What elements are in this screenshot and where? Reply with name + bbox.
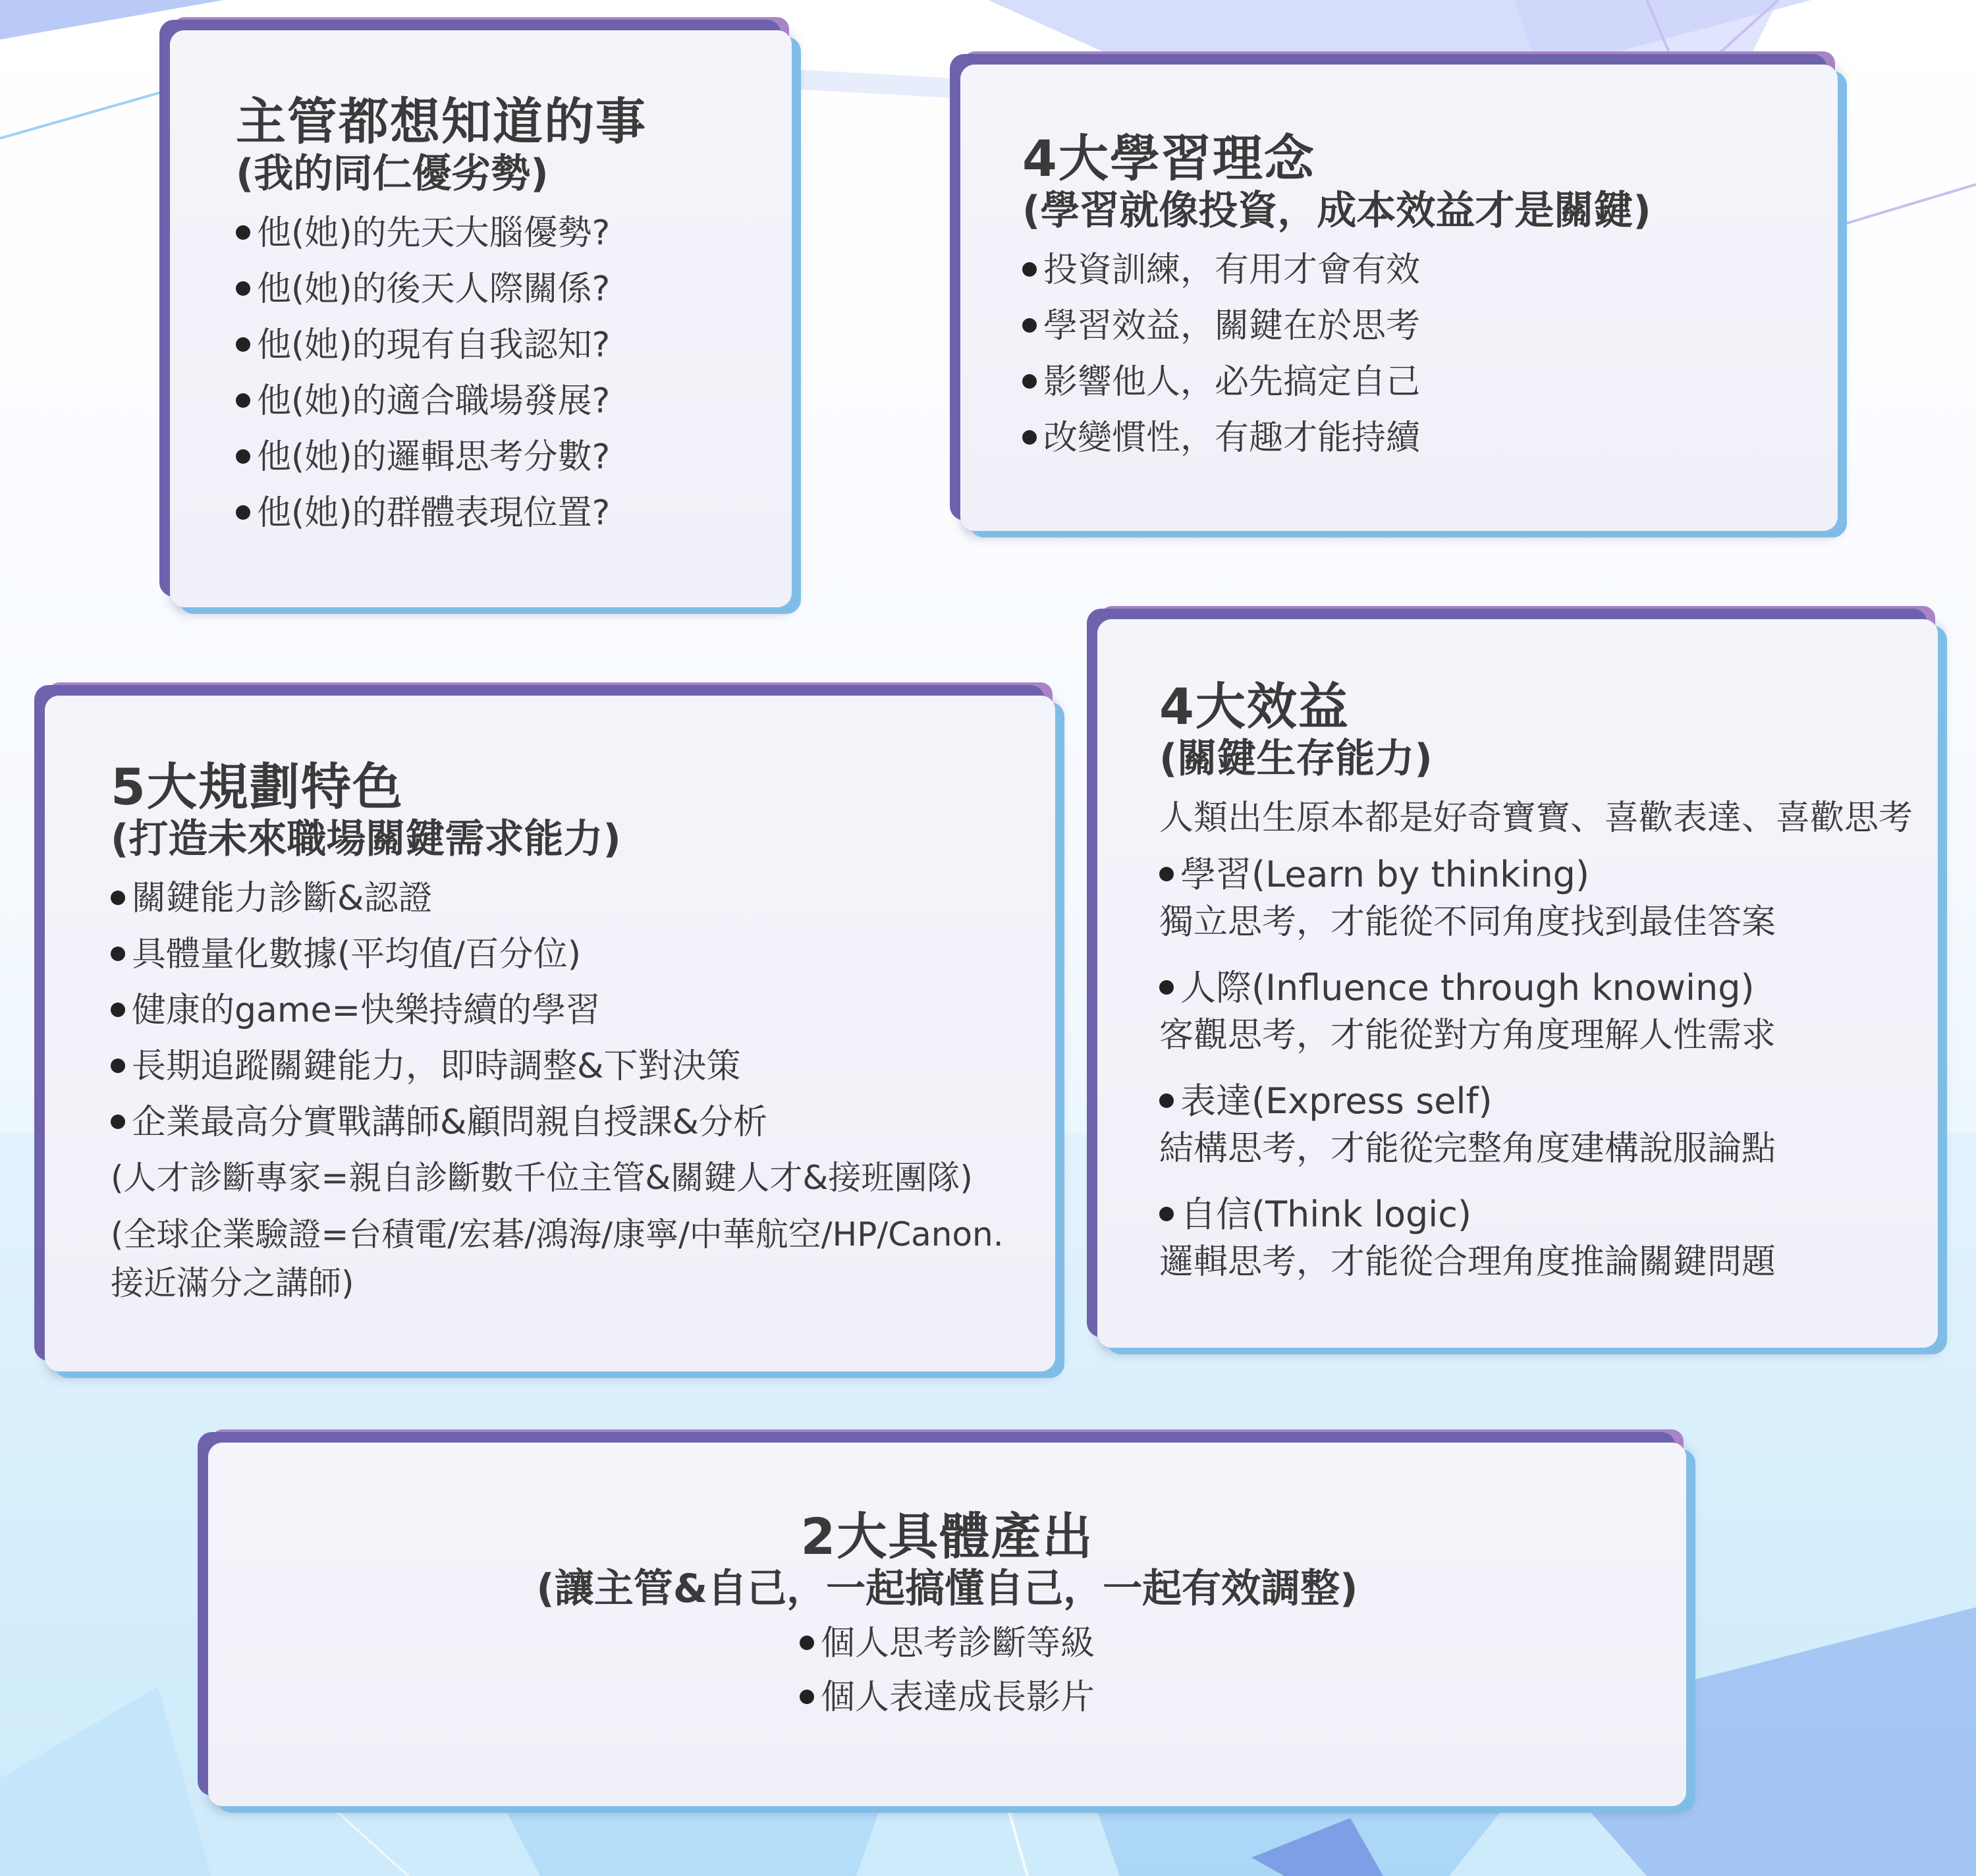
card-outputs-title: 2大具體產出 <box>800 1507 1094 1566</box>
bullet-icon <box>111 947 125 961</box>
card-learning-concepts <box>960 65 1838 531</box>
benefit-item <box>1159 964 1938 1059</box>
card-concepts-title: 4大學習理念 <box>1022 129 1315 188</box>
bullet-icon <box>111 1003 125 1017</box>
bullet-icon <box>1159 1093 1174 1108</box>
card-concepts-list <box>1022 242 1838 466</box>
list-item: 他(她)的適合職場發展? <box>236 373 792 429</box>
list-item: 學習效益，關鍵在於思考 <box>1022 298 1838 354</box>
bullet-icon <box>800 1636 814 1650</box>
list-item: 他(她)的邏輯思考分數? <box>236 429 792 485</box>
benefit-desc: 邏輯思考，才能從合理角度推論關鍵問題 <box>1159 1242 1776 1282</box>
benefit-item <box>1159 1078 1938 1172</box>
bullet-icon <box>1022 318 1037 333</box>
benefit-item <box>1159 851 1938 946</box>
bullet-icon <box>1022 430 1037 445</box>
card-managers-title: 主管都想知道的事 <box>236 92 647 151</box>
card-benefits-title: 4大效益 <box>1159 677 1350 736</box>
benefit-desc: 獨立思考，才能從不同角度找到最佳答案 <box>1159 902 1776 942</box>
list-item: 影響他人，必先搞定自己 <box>1022 354 1838 410</box>
features-note-experts: (人才診斷專家=親自診斷數千位主管&關鍵人才&接班團隊) <box>111 1159 973 1197</box>
list-item: 他(她)的先天大腦優勢? <box>236 206 792 262</box>
benefit-desc: 客觀思考，才能從對方角度理解人性需求 <box>1159 1016 1776 1055</box>
bullet-icon <box>236 505 250 520</box>
card-managers-list <box>236 206 792 541</box>
bullet-icon <box>1159 1207 1174 1221</box>
bullet-icon <box>236 337 250 352</box>
bullet-icon <box>236 393 250 408</box>
card-outputs-list <box>800 1616 1095 1724</box>
list-item: 健康的game=快樂持續的學習 <box>111 983 1055 1039</box>
card-managers-questions <box>170 30 792 607</box>
list-item: 個人思考診斷等級 <box>800 1616 1095 1670</box>
benefit-head: 學習(Learn by thinking) <box>1180 854 1590 895</box>
list-item: 他(她)的後天人際關係? <box>236 262 792 317</box>
bullet-icon <box>1022 262 1037 277</box>
card-features-list <box>111 871 1055 1151</box>
bullet-icon <box>1159 867 1174 881</box>
bullet-icon <box>111 1115 125 1129</box>
bullet-icon <box>1022 374 1037 389</box>
list-item: 關鍵能力診斷&認證 <box>111 871 1055 927</box>
list-item: 他(她)的現有自我認知? <box>236 317 792 373</box>
bullet-icon <box>800 1690 814 1704</box>
bullet-icon <box>236 225 250 240</box>
list-item: 具體量化數據(平均值/百分位) <box>111 927 1055 983</box>
bullet-icon <box>111 1059 125 1073</box>
benefit-head: 人際(Influence through knowing) <box>1180 967 1755 1008</box>
bullet-icon <box>111 891 125 905</box>
card-outputs-subtitle: (讓主管&自己，一起搞懂自己，一起有效調整) <box>536 1566 1358 1612</box>
features-note-validation: (全球企業驗證=台積電/宏碁/鴻海/康寧/中華航空/HP/Canon. <box>111 1215 1004 1254</box>
list-item: 他(她)的群體表現位置? <box>236 485 792 541</box>
card-features-title: 5大規劃特色 <box>111 758 404 816</box>
bullet-icon <box>1159 980 1174 995</box>
benefits-intro: 人類出生原本都是好奇寶寶、喜歡表達、喜歡思考 <box>1159 798 1913 838</box>
benefit-head: 表達(Express self) <box>1180 1080 1493 1122</box>
list-item: 企業最高分實戰講師&顧問親自授課&分析 <box>111 1095 1055 1151</box>
card-benefits-subtitle: (關鍵生存能力) <box>1159 736 1433 782</box>
card-benefits <box>1097 619 1938 1348</box>
card-concepts-subtitle: (學習就像投資，成本效益才是關鍵) <box>1022 188 1651 234</box>
list-item: 改變慣性，有趣才能持續 <box>1022 410 1838 466</box>
list-item: 個人表達成長影片 <box>800 1670 1095 1724</box>
bullet-icon <box>236 281 250 296</box>
bullet-icon <box>236 449 250 464</box>
list-item: 投資訓練，有用才會有效 <box>1022 242 1838 298</box>
card-outputs <box>208 1443 1686 1806</box>
card-planning-features <box>45 696 1055 1371</box>
card-managers-subtitle: (我的同仁優劣勢) <box>236 151 549 197</box>
benefit-desc: 結構思考，才能從完整角度建構說服論點 <box>1159 1129 1776 1169</box>
card-features-subtitle: (打造未來職場關鍵需求能力) <box>111 816 621 862</box>
benefit-item <box>1159 1191 1938 1286</box>
list-item: 長期追蹤關鍵能力，即時調整&下對決策 <box>111 1039 1055 1095</box>
benefit-head: 自信(Think logic) <box>1180 1194 1472 1235</box>
features-note-validation-cont: 接近滿分之講師) <box>111 1264 354 1302</box>
